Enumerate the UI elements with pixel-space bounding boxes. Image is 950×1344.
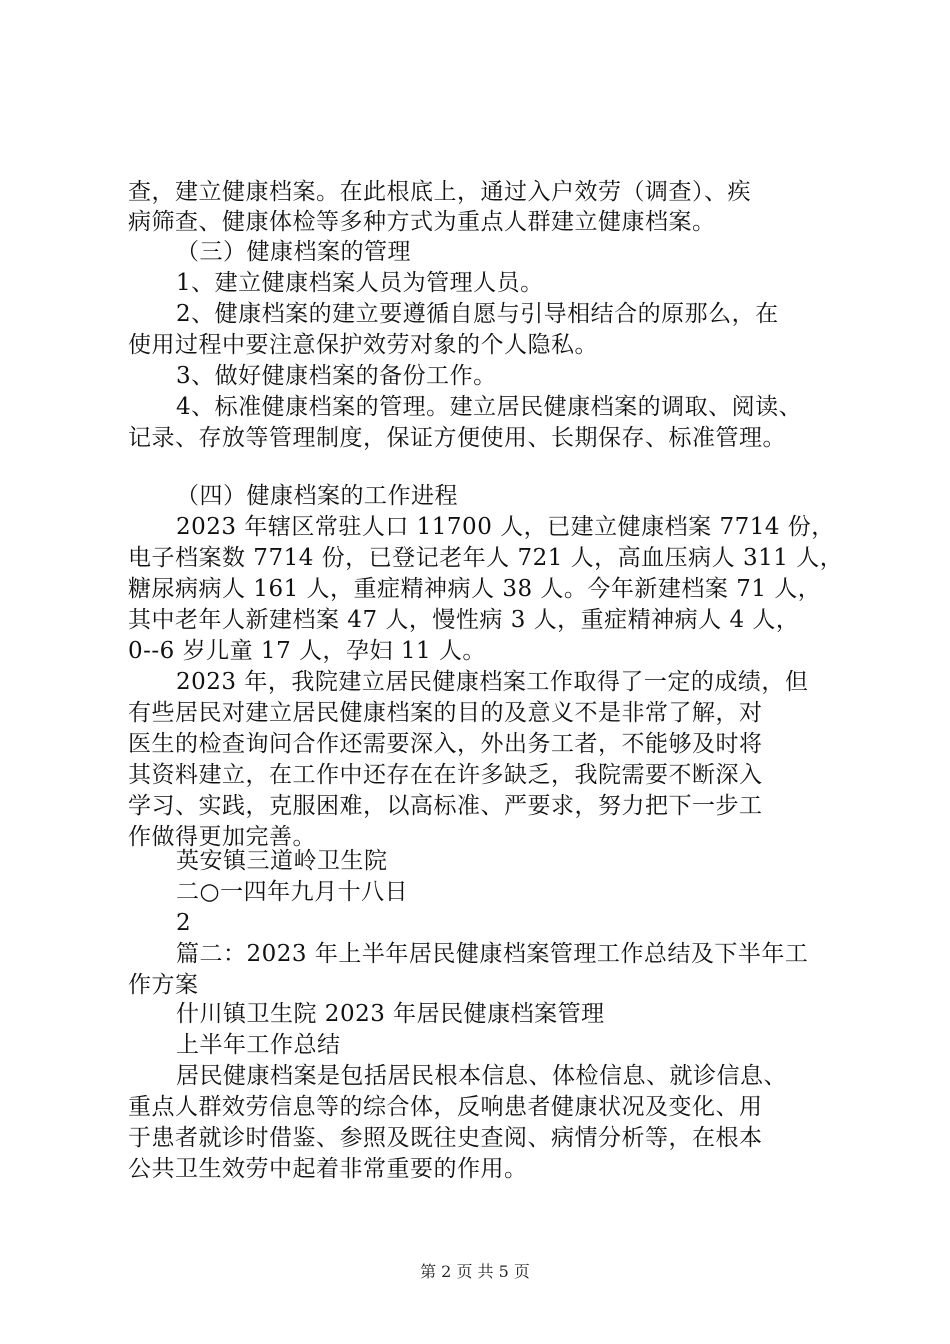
text-line: 重点人群效劳信息等的综合体，反响患者健康状况及变化、用 — [128, 1094, 763, 1120]
text-line: 作做得更加完善。 — [128, 824, 316, 850]
text-line: 电子档案数 7714 份，已登记老年人 721 人，高血压病人 311 人， — [128, 545, 844, 571]
signature-org: 英安镇三道岭卫生院 — [176, 848, 388, 874]
text-line: 2、健康档案的建立要遵循自愿与引导相结合的原那么，在 — [176, 301, 779, 327]
text-line: 医生的检查询问合作还需要深入，外出务工者，不能够及时将 — [128, 731, 763, 757]
section-title: 篇二：2023 年上半年居民健康档案管理工作总结及下半年工 — [176, 941, 809, 967]
page-marker: 2 — [176, 910, 192, 936]
text-line: 病筛查、健康体检等多种方式为重点人群建立健康档案。 — [128, 209, 716, 235]
text-line: 4、标准健康档案的管理。建立居民健康档案的调取、阅读、 — [176, 394, 803, 420]
text-line: 1、建立健康档案人员为管理人员。 — [176, 270, 544, 296]
section-title-cont: 作方案 — [128, 972, 199, 998]
section-heading: （三）健康档案的管理 — [176, 239, 411, 265]
text-line: 公共卫生效劳中起着非常重要的作用。 — [128, 1156, 528, 1182]
doc-subtitle: 上半年工作总结 — [176, 1032, 341, 1058]
doc-subtitle: 什川镇卫生院 2023 年居民健康档案管理 — [176, 1001, 605, 1027]
section-heading: （四）健康档案的工作进程 — [176, 483, 458, 509]
signature-date: 二○一四年九月十八日 — [176, 879, 409, 905]
text-line: 其资料建立，在工作中还存在在许多缺乏，我院需要不断深入 — [128, 762, 763, 788]
text-line: 2023 年，我院建立居民健康档案工作取得了一定的成绩，但 — [176, 669, 809, 695]
text-line: 于患者就诊时借鉴、参照及既往史查阅、病情分析等，在根本 — [128, 1125, 763, 1151]
text-line: 3、做好健康档案的备份工作。 — [176, 363, 497, 389]
text-line: 查，建立健康档案。在此根底上，通过入户效劳（调查）、疾 — [128, 179, 751, 205]
text-line: 0--6 岁儿童 17 人，孕妇 11 人。 — [128, 638, 486, 664]
text-line: 使用过程中要注意保护效劳对象的个人隐私。 — [128, 332, 598, 358]
text-line: 记录、存放等管理制度，保证方便使用、长期保存、标准管理。 — [128, 425, 786, 451]
text-line: 有些居民对建立居民健康档案的目的及意义不是非常了解，对 — [128, 700, 763, 726]
page-footer: 第 2 页 共 5 页 — [420, 1262, 530, 1281]
text-line: 糖尿病病人 161 人，重症精神病人 38 人。今年新建档案 71 人， — [128, 576, 822, 602]
text-line: 其中老年人新建档案 47 人，慢性病 3 人，重症精神病人 4 人， — [128, 607, 800, 633]
text-line: 学习、实践，克服困难，以高标准、严要求，努力把下一步工 — [128, 793, 763, 819]
text-line: 居民健康档案是包括居民根本信息、体检信息、就诊信息、 — [176, 1063, 787, 1089]
text-line: 2023 年辖区常驻人口 11700 人，已建立健康档案 7714 份， — [176, 514, 835, 540]
